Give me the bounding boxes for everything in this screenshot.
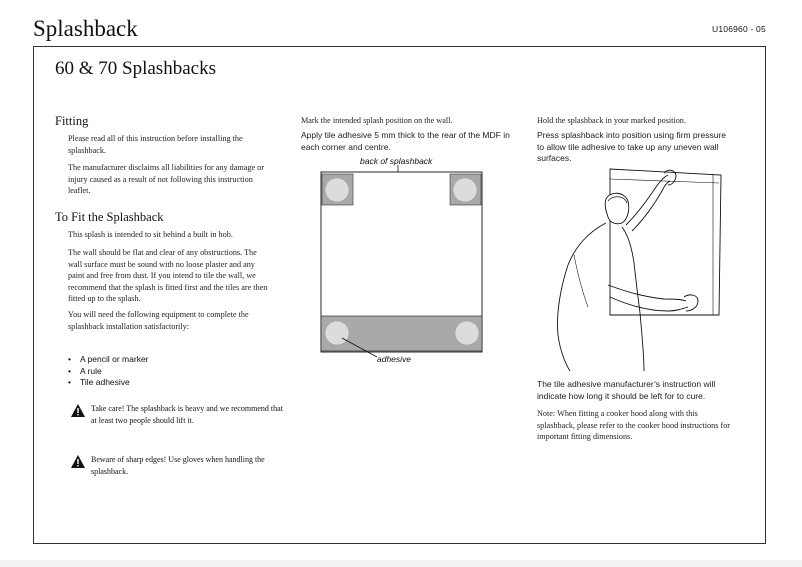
to-fit-paragraph-2: The wall should be flat and clear of any obstructions. The wall surface must be sound with no loose plaster and any paint and free from dust. If you intend to tile the wall, we recommend that the splash is fitted first and the tiles are then fitted up to the splash. bbox=[68, 248, 268, 303]
press-splashback-text: Press splashback into position using firm pressure to allow tile adhesive to take up any uneven wall surfaces. bbox=[537, 130, 726, 163]
warning-sharp-edges-text: Beware of sharp edges! Use gloves when handling the splashback. bbox=[91, 455, 265, 476]
to-fit-heading: To Fit the Splashback bbox=[55, 210, 164, 224]
adhesive-cure-text: The tile adhesive manufacturer’s instruction will indicate how long it should be left for to cure. bbox=[537, 379, 716, 401]
hold-position-text: Hold the splashback in your marked position. bbox=[537, 116, 686, 125]
warning-heavy-text: Take care! The splashback is heavy and we recommend that at least two people should lift it. bbox=[91, 404, 283, 425]
splashback-rear-diagram bbox=[315, 162, 490, 368]
document-code: U106960 - 05 bbox=[712, 24, 766, 34]
list-item: • A pencil or marker bbox=[66, 354, 266, 366]
warning-icon bbox=[71, 455, 85, 468]
back-of-splashback-label: back of splashback bbox=[360, 156, 433, 166]
bottom-bar bbox=[0, 560, 802, 567]
list-item: • A rule bbox=[66, 366, 266, 378]
document-title: Splashback bbox=[33, 16, 138, 41]
list-item: • Tile adhesive bbox=[66, 377, 266, 389]
fitting-paragraph-1: Please read all of this instruction before installing the splashback. bbox=[68, 134, 243, 155]
apply-adhesive-text: Apply tile adhesive 5 mm thick to the rear of the MDF in each corner and centre. bbox=[301, 130, 510, 152]
adhesive-label: adhesive bbox=[377, 354, 412, 364]
fitting-heading: Fitting bbox=[55, 114, 89, 128]
fitting-paragraph-2: The manufacturer disclaims all liabilities for any damage or injury caused as a result of not following this instruction leaflet. bbox=[68, 163, 264, 195]
cooker-hood-note: Note: When fitting a cooker hood along with this splashback, please refer to the cooker hood instructions for important fitting dimensions. bbox=[537, 409, 731, 441]
to-fit-paragraph-1: This splash is intended to sit behind a built in hob. bbox=[68, 230, 233, 239]
warning-sharp-edges bbox=[71, 454, 286, 477]
installer-illustration bbox=[548, 165, 728, 371]
mark-position-text: Mark the intended splash position on the wall. bbox=[301, 116, 453, 125]
warning-heavy bbox=[71, 403, 286, 426]
warning-icon bbox=[71, 404, 85, 417]
section-title: 60 & 70 Splashbacks bbox=[55, 58, 216, 79]
equipment-list bbox=[66, 354, 266, 389]
to-fit-paragraph-3: You will need the following equipment to complete the splashback installation satisfactorily: bbox=[68, 310, 249, 331]
